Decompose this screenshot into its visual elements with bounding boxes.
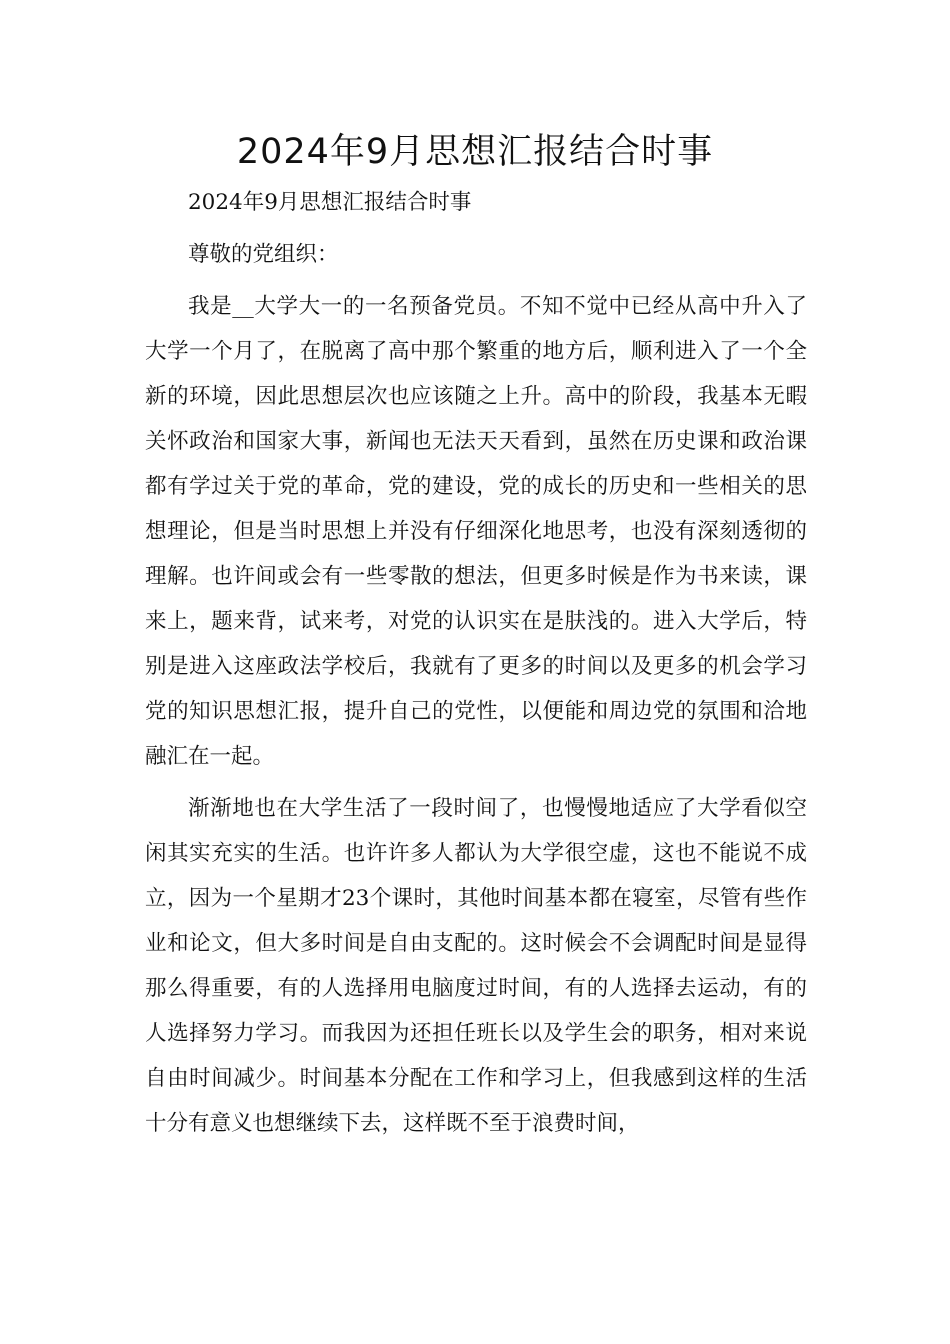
subtitle-paragraph: 2024年9月思想汇报结合时事 bbox=[188, 190, 472, 215]
body-paragraph: 渐渐地也在大学生活了一段时间了，也慢慢地适应了大学看似空闲其实充实的生活。也许许多人都认为大学很空虚，这也不能说不成立，因为一个星期才23个课时，其他时间基本都在寝室，尽管有些作业和论文，但大多时间是自由支配的。这时候会不会调配时间是显得那么得重要，有的人选择用电脑度过时间，有的人选择去运动，有的人选择努力学习。而我因为还担任班长以及学生会的职务，相对来说自由时间减少。时间基本分配在工作和学习上，但我感到这样的生活十分有意义也想继续下去，这样既不至于浪费时间， bbox=[145, 796, 807, 1136]
salutation-paragraph: 尊敬的党组织： bbox=[188, 242, 339, 267]
document-body bbox=[145, 180, 807, 1153]
body-paragraph: 我是__大学大一的一名预备党员。不知不觉中已经从高中升入了大学一个月了，在脱离了高中那个繁重的地方后，顺利进入了一个全新的环境，因此思想层次也应该随之上升。高中的阶段，我基本无暇关怀政治和国家大事，新闻也无法天天看到，虽然在历史课和政治课都有学过关于党的革命，党的建设，党的成长的历史和一些相关的思想理论，但是当时思想上并没有仔细深化地思考，也没有深刻透彻的理解。也许间或会有一些零散的想法，但更多时候是作为书来读，课来上，题来背，试来考，对党的认识实在是肤浅的。进入大学后，特别是进入这座政法学校后，我就有了更多的时间以及更多的机会学习党的知识思想汇报，提升自己的党性，以便能和周边党的氛围和洽地融汇在一起。 bbox=[145, 294, 807, 769]
document-title: 2024年9月思想汇报结合时事 bbox=[236, 132, 714, 172]
